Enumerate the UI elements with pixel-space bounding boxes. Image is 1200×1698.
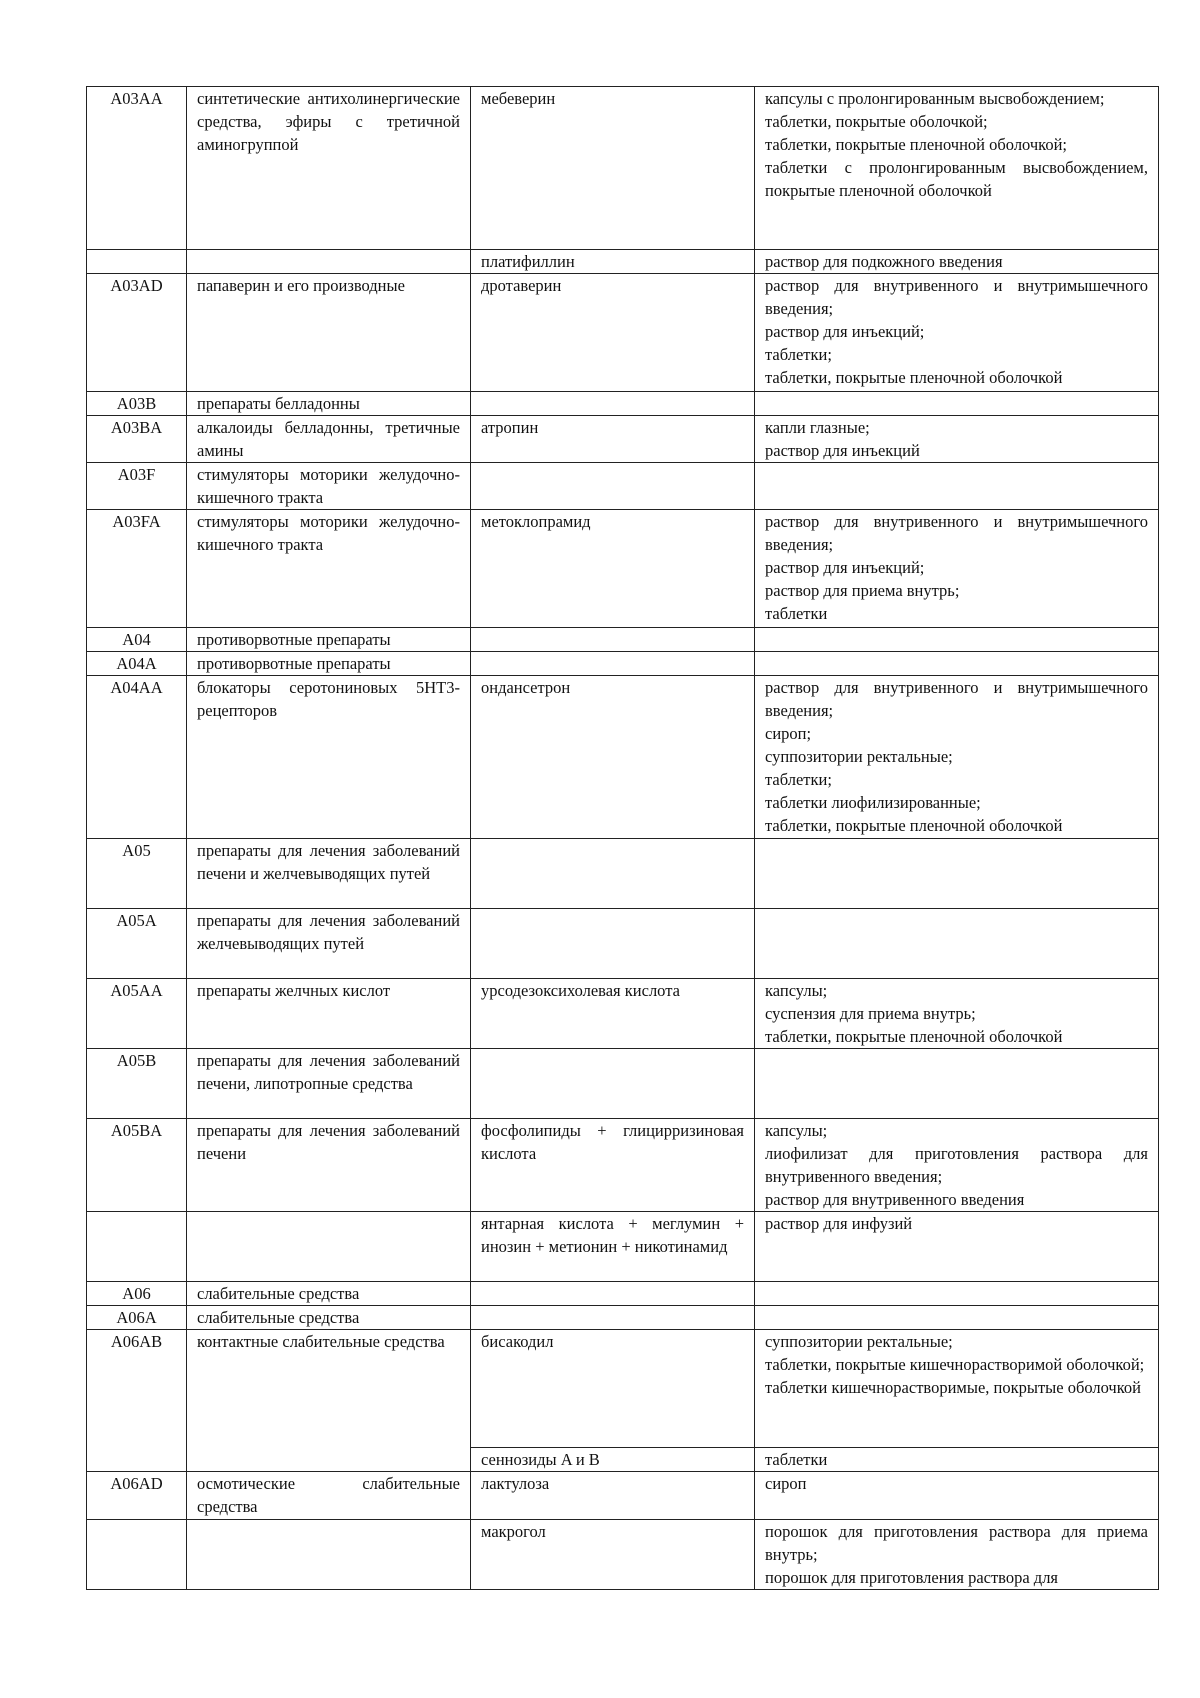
dosage-form-item: сироп; — [765, 724, 812, 743]
table-row — [87, 510, 1159, 628]
drug-name-cell: фосфолипиды + глицирризиновая кислота — [471, 1119, 755, 1212]
anatomical-therapeutic-group-cell: осмотические слабительные средства — [187, 1472, 471, 1520]
atc-code-cell — [87, 1212, 187, 1282]
dosage-forms-cell — [755, 1472, 1159, 1520]
anatomical-therapeutic-group-cell: слабительные средства — [187, 1282, 471, 1306]
atc-code-cell: A04AA — [87, 676, 187, 839]
drug-name-cell — [471, 909, 755, 979]
anatomical-therapeutic-group-cell: препараты желчных кислот — [187, 979, 471, 1049]
drug-name-cell: лактулоза — [471, 1472, 755, 1520]
atc-code-cell: A04A — [87, 652, 187, 676]
table-row — [87, 909, 1159, 979]
dosage-form-item: суппозитории ректальные; — [765, 747, 953, 766]
dosage-form-item: таблетки, покрытые пленочной оболочкой; — [765, 135, 1068, 154]
dosage-form-item: таблетки, покрытые кишечнорастворимой оболочкой; — [765, 1355, 1145, 1374]
dosage-forms-cell — [755, 1212, 1159, 1282]
dosage-forms-cell — [755, 1448, 1159, 1472]
atc-code-cell: A03BA — [87, 416, 187, 463]
drug-name-cell: макрогол — [471, 1520, 755, 1590]
drug-name-cell — [471, 1282, 755, 1306]
anatomical-therapeutic-group-cell — [187, 1212, 471, 1282]
table-row — [87, 392, 1159, 416]
dosage-form-item: таблетки, покрытые оболочкой; — [765, 112, 988, 131]
table-row — [87, 1520, 1159, 1590]
dosage-form-item: таблетки, покрытые пленочной оболочкой — [765, 816, 1063, 835]
dosage-forms-cell — [755, 510, 1159, 628]
dosage-form-item: капсулы; — [765, 981, 828, 1000]
dosage-form-item: раствор для внутривенного введения — [765, 1190, 1025, 1209]
drug-name-cell — [471, 392, 755, 416]
dosage-forms-cell — [755, 87, 1159, 250]
anatomical-therapeutic-group-cell: противорвотные препараты — [187, 652, 471, 676]
table-row — [87, 1330, 1159, 1448]
drug-name-cell — [471, 463, 755, 510]
drug-name-cell — [471, 652, 755, 676]
dosage-forms-cell — [755, 250, 1159, 274]
atc-code-cell: A05 — [87, 839, 187, 909]
dosage-form-item: раствор для внутривенного и внутримышечного введения; — [765, 678, 1148, 720]
drug-name-cell: урсодезоксихолевая кислота — [471, 979, 755, 1049]
table-row — [87, 1282, 1159, 1306]
table-row — [87, 274, 1159, 392]
dosage-forms-cell — [755, 979, 1159, 1049]
anatomical-therapeutic-group-cell: препараты для лечения заболеваний желчевыводящих путей — [187, 909, 471, 979]
dosage-form-item: суппозитории ректальные; — [765, 1332, 953, 1351]
anatomical-therapeutic-group-cell: препараты для лечения заболеваний печени, липотропные средства — [187, 1049, 471, 1119]
anatomical-therapeutic-group-cell — [187, 1520, 471, 1590]
atc-code-cell: A06 — [87, 1282, 187, 1306]
drug-name-cell — [471, 839, 755, 909]
anatomical-therapeutic-group-cell: стимуляторы моторики желудочно-кишечного тракта — [187, 510, 471, 628]
drug-name-cell: метоклопрамид — [471, 510, 755, 628]
dosage-form-item: таблетки; — [765, 770, 832, 789]
anatomical-therapeutic-group-cell: препараты для лечения заболеваний печени и желчевыводящих путей — [187, 839, 471, 909]
drug-classification-table — [86, 86, 1159, 1590]
dosage-form-item: таблетки с пролонгированным высвобождением, покрытые пленочной оболочкой — [765, 158, 1148, 200]
drug-name-cell: мебеверин — [471, 87, 755, 250]
atc-code-cell: A04 — [87, 628, 187, 652]
table-row — [87, 250, 1159, 274]
dosage-forms-cell — [755, 839, 1159, 909]
atc-code-cell: A06AB — [87, 1330, 187, 1472]
atc-code-cell: A03FA — [87, 510, 187, 628]
dosage-form-item: раствор для приема внутрь; — [765, 581, 960, 600]
dosage-forms-cell — [755, 274, 1159, 392]
atc-code-cell: A03B — [87, 392, 187, 416]
table-row — [87, 628, 1159, 652]
drug-name-cell: ондансетрон — [471, 676, 755, 839]
dosage-forms-cell — [755, 1119, 1159, 1212]
dosage-forms-cell — [755, 1282, 1159, 1306]
anatomical-therapeutic-group-cell: препараты белладонны — [187, 392, 471, 416]
dosage-forms-cell — [755, 676, 1159, 839]
dosage-forms-cell — [755, 416, 1159, 463]
atc-code-cell: A06AD — [87, 1472, 187, 1520]
anatomical-therapeutic-group-cell: противорвотные препараты — [187, 628, 471, 652]
table-row — [87, 1212, 1159, 1282]
anatomical-therapeutic-group-cell: папаверин и его производные — [187, 274, 471, 392]
dosage-form-item: капсулы с пролонгированным высвобождением; — [765, 89, 1105, 108]
anatomical-therapeutic-group-cell: блокаторы серотониновых 5HT3-рецепторов — [187, 676, 471, 839]
dosage-form-item: раствор для инъекций; — [765, 322, 925, 341]
dosage-form-item: таблетки, покрытые пленочной оболочкой — [765, 1027, 1063, 1046]
dosage-form-item: порошок для приготовления раствора для — [765, 1568, 1059, 1587]
atc-code-cell: A05BA — [87, 1119, 187, 1212]
atc-code-cell: A03AD — [87, 274, 187, 392]
drug-name-cell: платифиллин — [471, 250, 755, 274]
anatomical-therapeutic-group-cell: слабительные средства — [187, 1306, 471, 1330]
dosage-forms-cell — [755, 392, 1159, 416]
dosage-forms-cell — [755, 1049, 1159, 1119]
dosage-forms-cell — [755, 1306, 1159, 1330]
table-row — [87, 839, 1159, 909]
table-row — [87, 1472, 1159, 1520]
drug-name-cell: бисакодил — [471, 1330, 755, 1448]
drug-name-cell: дротаверин — [471, 274, 755, 392]
anatomical-therapeutic-group-cell: стимуляторы моторики желудочно-кишечного тракта — [187, 463, 471, 510]
dosage-form-item: таблетки, покрытые пленочной оболочкой — [765, 368, 1063, 387]
document-page — [86, 86, 1158, 1590]
dosage-form-item: таблетки кишечнорастворимые, покрытые оболочкой — [765, 1378, 1141, 1397]
anatomical-therapeutic-group-cell: синтетические антихолинергические средства, эфиры с третичной аминогруппой — [187, 87, 471, 250]
table-body — [87, 87, 1159, 1590]
table-row — [87, 416, 1159, 463]
drug-name-cell — [471, 1306, 755, 1330]
atc-code-cell: A05AA — [87, 979, 187, 1049]
dosage-forms-cell — [755, 1330, 1159, 1448]
atc-code-cell: A06A — [87, 1306, 187, 1330]
drug-name-cell: атропин — [471, 416, 755, 463]
dosage-form-item: суспензия для приема внутрь; — [765, 1004, 976, 1023]
dosage-forms-cell — [755, 909, 1159, 979]
atc-code-cell — [87, 250, 187, 274]
dosage-form-item: лиофилизат для приготовления раствора для внутривенного введения; — [765, 1144, 1148, 1186]
dosage-form-item: раствор для внутривенного и внутримышечного введения; — [765, 512, 1148, 554]
dosage-form-item: капли глазные; — [765, 418, 870, 437]
anatomical-therapeutic-group-cell: контактные слабительные средства — [187, 1330, 471, 1472]
atc-code-cell: A03AA — [87, 87, 187, 250]
drug-name-cell: сеннозиды A и B — [471, 1448, 755, 1472]
table-row — [87, 1306, 1159, 1330]
atc-code-cell: A05B — [87, 1049, 187, 1119]
dosage-form-item: сироп — [765, 1474, 807, 1493]
dosage-form-item: раствор для инъекций — [765, 441, 920, 460]
anatomical-therapeutic-group-cell — [187, 250, 471, 274]
table-row — [87, 676, 1159, 839]
dosage-forms-cell — [755, 628, 1159, 652]
dosage-form-item: раствор для внутривенного и внутримышечного введения; — [765, 276, 1148, 318]
dosage-form-item: таблетки — [765, 604, 828, 623]
atc-code-cell — [87, 1520, 187, 1590]
dosage-forms-cell — [755, 1520, 1159, 1590]
anatomical-therapeutic-group-cell: алкалоиды белладонны, третичные амины — [187, 416, 471, 463]
drug-name-cell: янтарная кислота + меглумин + инозин + метионин + никотинамид — [471, 1212, 755, 1282]
table-row — [87, 652, 1159, 676]
atc-code-cell: A05A — [87, 909, 187, 979]
table-row — [87, 87, 1159, 250]
dosage-forms-cell — [755, 463, 1159, 510]
dosage-form-item: раствор для инфузий — [765, 1214, 913, 1233]
dosage-form-item: таблетки; — [765, 345, 832, 364]
dosage-forms-cell — [755, 652, 1159, 676]
dosage-form-item: таблетки — [765, 1450, 828, 1469]
atc-code-cell: A03F — [87, 463, 187, 510]
dosage-form-item: таблетки лиофилизированные; — [765, 793, 981, 812]
anatomical-therapeutic-group-cell: препараты для лечения заболеваний печени — [187, 1119, 471, 1212]
dosage-form-item: капсулы; — [765, 1121, 828, 1140]
drug-name-cell — [471, 1049, 755, 1119]
drug-name-cell — [471, 628, 755, 652]
table-row — [87, 979, 1159, 1049]
table-row — [87, 463, 1159, 510]
dosage-form-item: раствор для подкожного введения — [765, 252, 1003, 271]
table-row — [87, 1049, 1159, 1119]
dosage-form-item: порошок для приготовления раствора для приема внутрь; — [765, 1522, 1148, 1564]
dosage-form-item: раствор для инъекций; — [765, 558, 925, 577]
table-row — [87, 1119, 1159, 1212]
